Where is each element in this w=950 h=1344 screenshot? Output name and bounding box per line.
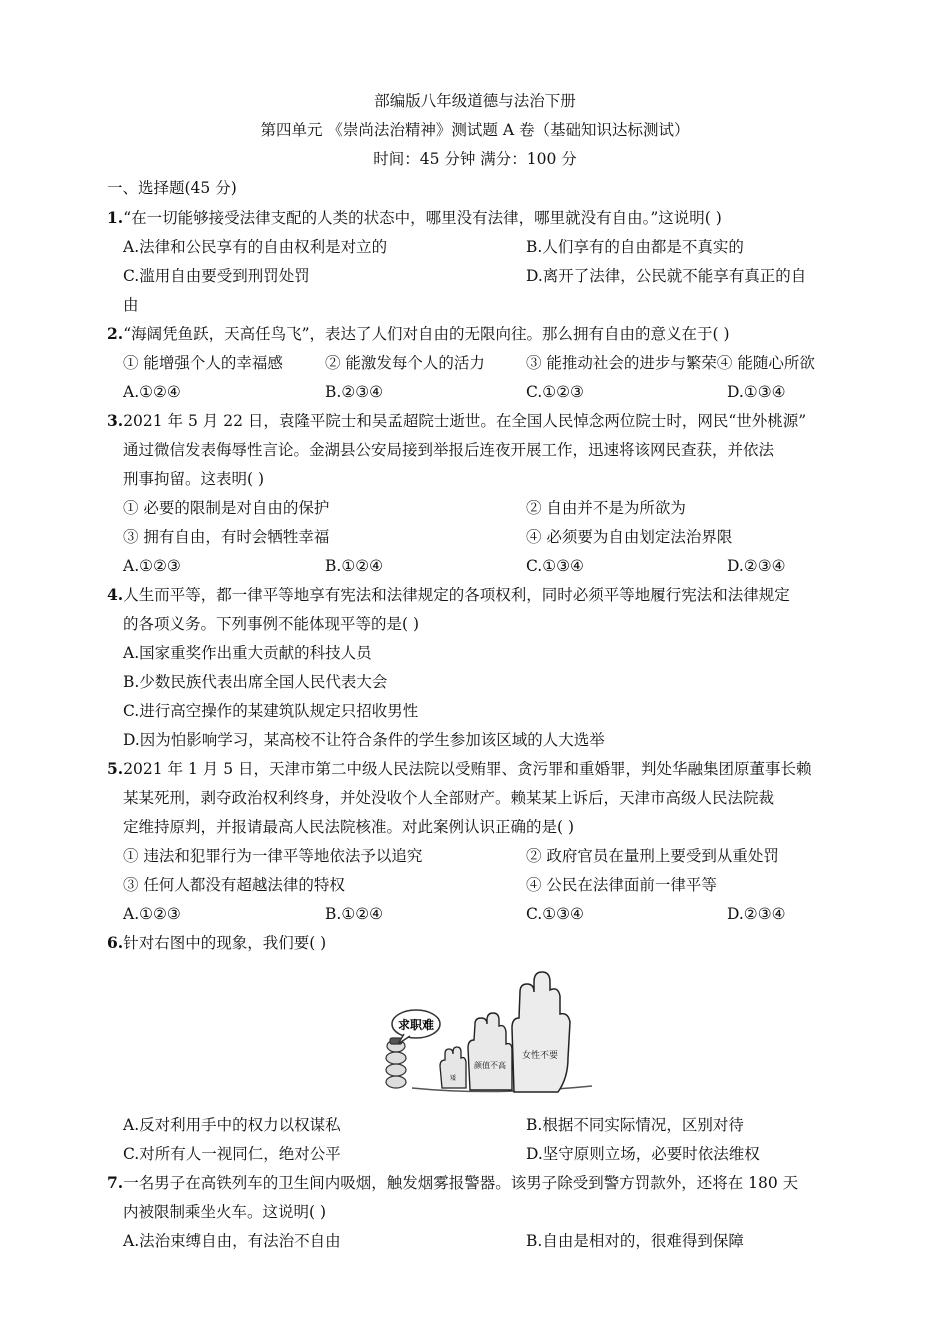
- question-2-option-a: A.①②④: [123, 383, 181, 401]
- question-4-option-b: B.少数民族代表出席全国人民代表大会: [123, 673, 388, 691]
- question-1-option-c: C.滥用自由要受到刑罚处罚: [123, 267, 310, 285]
- question-4-stem-line-2: 的各项义务。下列事例不能体现平等的是( ): [123, 615, 420, 633]
- question-5-item-2: ② 政府官员在量刑上要受到从重处罚: [526, 847, 779, 865]
- exam-meta: 时间：45 分钟 满分：100 分: [373, 150, 577, 168]
- question-3-item-1: ① 必要的限制是对自由的保护: [123, 499, 330, 517]
- question-3-stem-line-1: 3.2021 年 5 月 22 日，袁隆平院士和吴孟超院士逝世。在全国人民悼念两位院士时，网民“世外桃源”: [107, 411, 807, 430]
- job-seeker-figure: [386, 1038, 406, 1088]
- big-hand-label: 女性不要: [521, 1051, 559, 1061]
- question-4-option-c: C.进行高空操作的某建筑队规定只招收男性: [123, 702, 419, 720]
- question-2-item-3: ③ 能推动社会的进步与繁荣④ 能随心所欲: [526, 354, 815, 372]
- question-2-option-b: B.②③④: [325, 383, 384, 401]
- medium-hand-label: 颜值不高: [474, 1061, 506, 1070]
- question-3-option-a: A.①②③: [123, 557, 181, 575]
- question-6-option-a: A.反对利用手中的权力以权谋私: [123, 1116, 341, 1134]
- question-7-option-b: B.自由是相对的，很难得到保障: [526, 1232, 744, 1250]
- speech-bubble-text: 求职难: [397, 1018, 435, 1032]
- question-1-option-b: B.人们享有的自由都是不真实的: [526, 238, 744, 256]
- question-1-stem: 1.“在一切能够接受法律支配的人类的状态中，哪里没有法律，哪里就没有自由。”这说明( ): [107, 208, 722, 227]
- question-2-stem: 2.“海阔凭鱼跃，天高任鸟飞”，表达了人们对自由的无限向往。那么拥有自由的意义在于( ): [107, 324, 730, 343]
- question-2-item-2: ② 能激发每个人的活力: [325, 354, 485, 372]
- question-3-item-2: ② 自由并不是为所欲为: [526, 499, 686, 517]
- question-5-option-b: B.①②④: [325, 905, 384, 923]
- question-5-item-1: ① 违法和犯罪行为一律平等地依法予以追究: [123, 847, 423, 865]
- question-3-option-d: D.②③④: [727, 557, 786, 575]
- big-hand: [512, 972, 570, 1092]
- exam-title: 部编版八年级道德与法治下册: [374, 92, 576, 110]
- small-hand-label: 矮: [449, 1075, 457, 1082]
- question-5-stem-line-3: 定维持原判，并报请最高人民法院核准。对此案例认识正确的是( ): [123, 818, 575, 836]
- question-4-option-d: D.因为怕影响学习，某高校不让符合条件的学生参加该区域的人大选举: [123, 731, 605, 749]
- question-2-option-c: C.①②③: [526, 383, 584, 401]
- question-3-item-3: ③ 拥有自由，有时会牺牲幸福: [123, 528, 330, 546]
- question-3-option-b: B.①②④: [325, 557, 384, 575]
- section-heading: 一、选择题(45 分): [107, 179, 237, 197]
- medium-hand: [468, 1013, 512, 1090]
- question-2-item-1: ① 能增强个人的幸福感: [123, 354, 283, 372]
- question-1-option-a: A.法律和公民享有的自由权利是对立的: [123, 238, 388, 256]
- question-5-stem-line-2: 某某死刑，剥夺政治权利终身，并处没收个人全部财产。赖某某上诉后，天津市高级人民法院裁: [123, 789, 775, 807]
- question-6-stem: 6.针对右图中的现象，我们要( ): [107, 933, 327, 952]
- question-5-item-4: ④ 公民在法律面前一律平等: [526, 876, 717, 894]
- question-3-option-c: C.①③④: [526, 557, 584, 575]
- question-7-stem-line-1: 7.一名男子在高铁列车的卫生间内吸烟，触发烟雾报警器。该男子除受到警方罚款外，还将在 180 天: [107, 1173, 799, 1192]
- question-2-option-d: D.①③④: [727, 383, 786, 401]
- question-5-option-a: A.①②③: [123, 905, 181, 923]
- question-1-option-d: D.离开了法律，公民就不能享有真正的自: [526, 267, 807, 285]
- question-3-item-4: ④ 必须要为自由划定法治界限: [526, 528, 733, 546]
- question-3-stem-line-3: 刑事拘留。这表明( ): [123, 470, 265, 488]
- job-hunting-cartoon: [382, 968, 596, 1100]
- small-hand: [440, 1047, 466, 1088]
- question-5-item-3: ③ 任何人都没有超越法律的特权: [123, 876, 345, 894]
- exam-subtitle: 第四单元 《崇尚法治精神》测试题 A 卷（基础知识达标测试）: [260, 121, 690, 139]
- question-7-stem-line-2: 内被限制乘坐火车。这说明( ): [123, 1203, 327, 1221]
- question-7-option-a: A.法治束缚自由，有法治不自由: [123, 1232, 341, 1250]
- question-5-option-c: C.①③④: [526, 905, 584, 923]
- question-6-option-d: D.坚守原则立场，必要时依法维权: [526, 1145, 760, 1163]
- question-3-stem-line-2: 通过微信发表侮辱性言论。金湖县公安局接到举报后连夜开展工作，迅速将该网民查获，并依法: [123, 441, 775, 459]
- question-1-option-d-wrap: 由: [123, 296, 139, 314]
- question-6-option-b: B.根据不同实际情况，区别对待: [526, 1116, 744, 1134]
- question-4-option-a: A.国家重奖作出重大贡献的科技人员: [123, 644, 372, 662]
- question-4-stem-line-1: 4.人生而平等，都一律平等地享有宪法和法律规定的各项权利，同时必须平等地履行宪法和法律规定: [107, 585, 790, 604]
- question-5-option-d: D.②③④: [727, 905, 786, 923]
- question-5-stem-line-1: 5.2021 年 1 月 5 日，天津市第二中级人民法院以受贿罪、贪污罪和重婚罪，判处华融集团原董事长赖: [107, 759, 812, 778]
- question-6-option-c: C.对所有人一视同仁，绝对公平: [123, 1145, 341, 1163]
